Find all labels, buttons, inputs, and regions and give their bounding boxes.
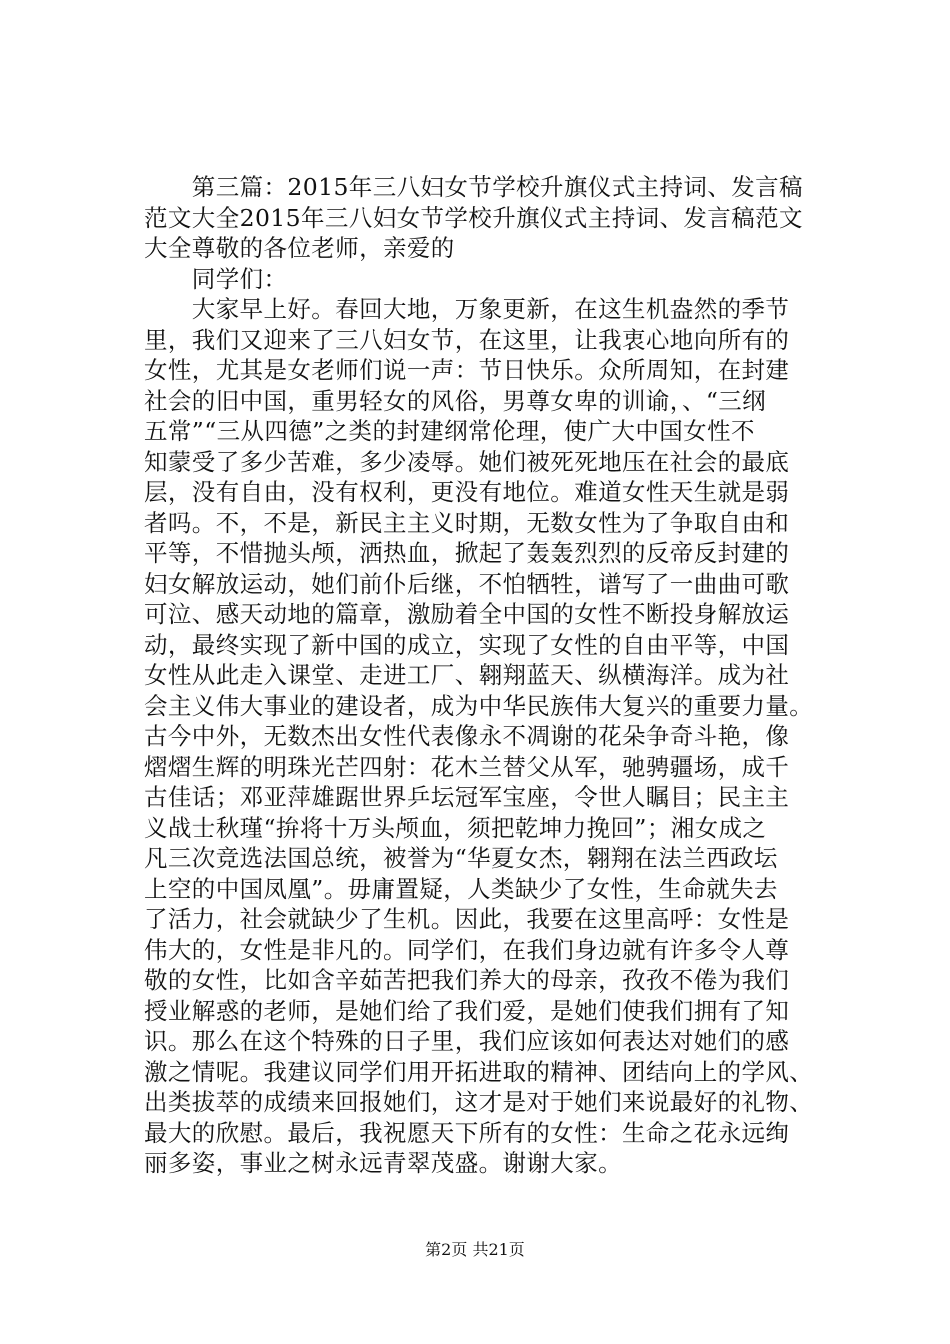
text-line: 社会的旧中国，重男轻女的风俗，男尊女卑的训谕，、“三纲 (144, 386, 767, 415)
text-line: 最大的欣慰。最后，我祝愿天下所有的女性：生命之花永远绚 (144, 1118, 790, 1147)
text-line: 会主义伟大事业的建设者，成为中华民族伟大复兴的重要力量。 (144, 691, 814, 720)
text-line: 了活力，社会就缺少了生机。因此，我要在这里高呼：女性是 (144, 905, 790, 933)
text-line: 古佳话；邓亚萍雄踞世界乒坛冠军宝座，令世人瞩目；民主主 (144, 783, 790, 811)
document-body (144, 172, 824, 1179)
text-line: 女性，尤其是女老师们说一声：节日快乐。众所周知，在封建 (144, 356, 790, 384)
text-line: 识。那么在这个特殊的日子里，我们应该如何表达对她们的感 (144, 1027, 790, 1055)
text-line: 动，最终实现了新中国的成立，实现了女性的自由平等，中国 (144, 630, 790, 659)
text-line: 凡三次竞选法国总统，被誉为“华夏女杰，翱翔在法兰西政坛 (144, 844, 778, 872)
text-line: 可泣、感天动地的篇章，激励着全中国的女性不断投身解放运 (144, 600, 790, 628)
text-line: 知蒙受了多少苦难，多少凌辱。她们被死死地压在社会的最底 (144, 447, 790, 476)
text-line: 妇女解放运动，她们前仆后继，不怕牺牲，谱写了一曲曲可歌 (144, 569, 790, 598)
text-line: 上空的中国凤凰”。毋庸置疑，人类缺少了女性，生命就失去 (144, 874, 778, 903)
text-line: 大家早上好。春回大地，万象更新，在这生机盎然的季节 (144, 295, 790, 323)
text-line: 第三篇：2015年三八妇女节学校升旗仪式主持词、发言稿 (144, 173, 803, 201)
text-line: 五常”“三从四德”之类的封建纲常伦理，使广大中国女性不 (144, 417, 755, 445)
text-line: 者吗。不，不是，新民主主义时期，无数女性为了争取自由和 (144, 508, 790, 537)
text-line: 激之情呢。我建议同学们用开拓进取的精神、团结向上的学风、 (144, 1057, 814, 1086)
text-line: 女性从此走入课堂、走进工厂、翱翔蓝天、纵横海洋。成为社 (144, 661, 790, 689)
text-line: 里，我们又迎来了三八妇女节，在这里，让我衷心地向所有的 (144, 325, 790, 354)
text-line: 出类拔萃的成绩来回报她们，这才是对于她们来说最好的礼物、 (144, 1088, 814, 1116)
page-footer (0, 1237, 950, 1260)
text-line: 敬的女性，比如含辛茹苦把我们养大的母亲，孜孜不倦为我们 (144, 966, 790, 994)
text-line: 平等，不惜抛头颅，洒热血，掀起了轰轰烈烈的反帝反封建的 (144, 539, 790, 567)
page-number-label: 第2页 共21页 (425, 1240, 525, 1259)
text-line: 大全尊敬的各位老师，亲爱的 (144, 234, 455, 262)
text-line: 古今中外，无数杰出女性代表像永不凋谢的花朵争奇斗艳，像 (144, 722, 790, 750)
text-line: 授业解惑的老师，是她们给了我们爱，是她们使我们拥有了知 (144, 996, 790, 1025)
text-line: 同学们： (144, 264, 288, 293)
text-line: 丽多姿，事业之树永远青翠茂盛。谢谢大家。 (144, 1149, 622, 1177)
text-line: 义战士秋瑾“拚将十万头颅血，须把乾坤力挽回”；湘女成之 (144, 813, 767, 842)
text-line: 伟大的，女性是非凡的。同学们，在我们身边就有许多令人尊 (144, 935, 790, 964)
text-line: 层，没有自由，没有权利，更没有地位。难道女性天生就是弱 (144, 478, 790, 506)
text-line: 熠熠生辉的明珠光芒四射：花木兰替父从军，驰骋疆场，成千 (144, 752, 790, 781)
text-line: 范文大全2015年三八妇女节学校升旗仪式主持词、发言稿范文 (144, 203, 803, 232)
